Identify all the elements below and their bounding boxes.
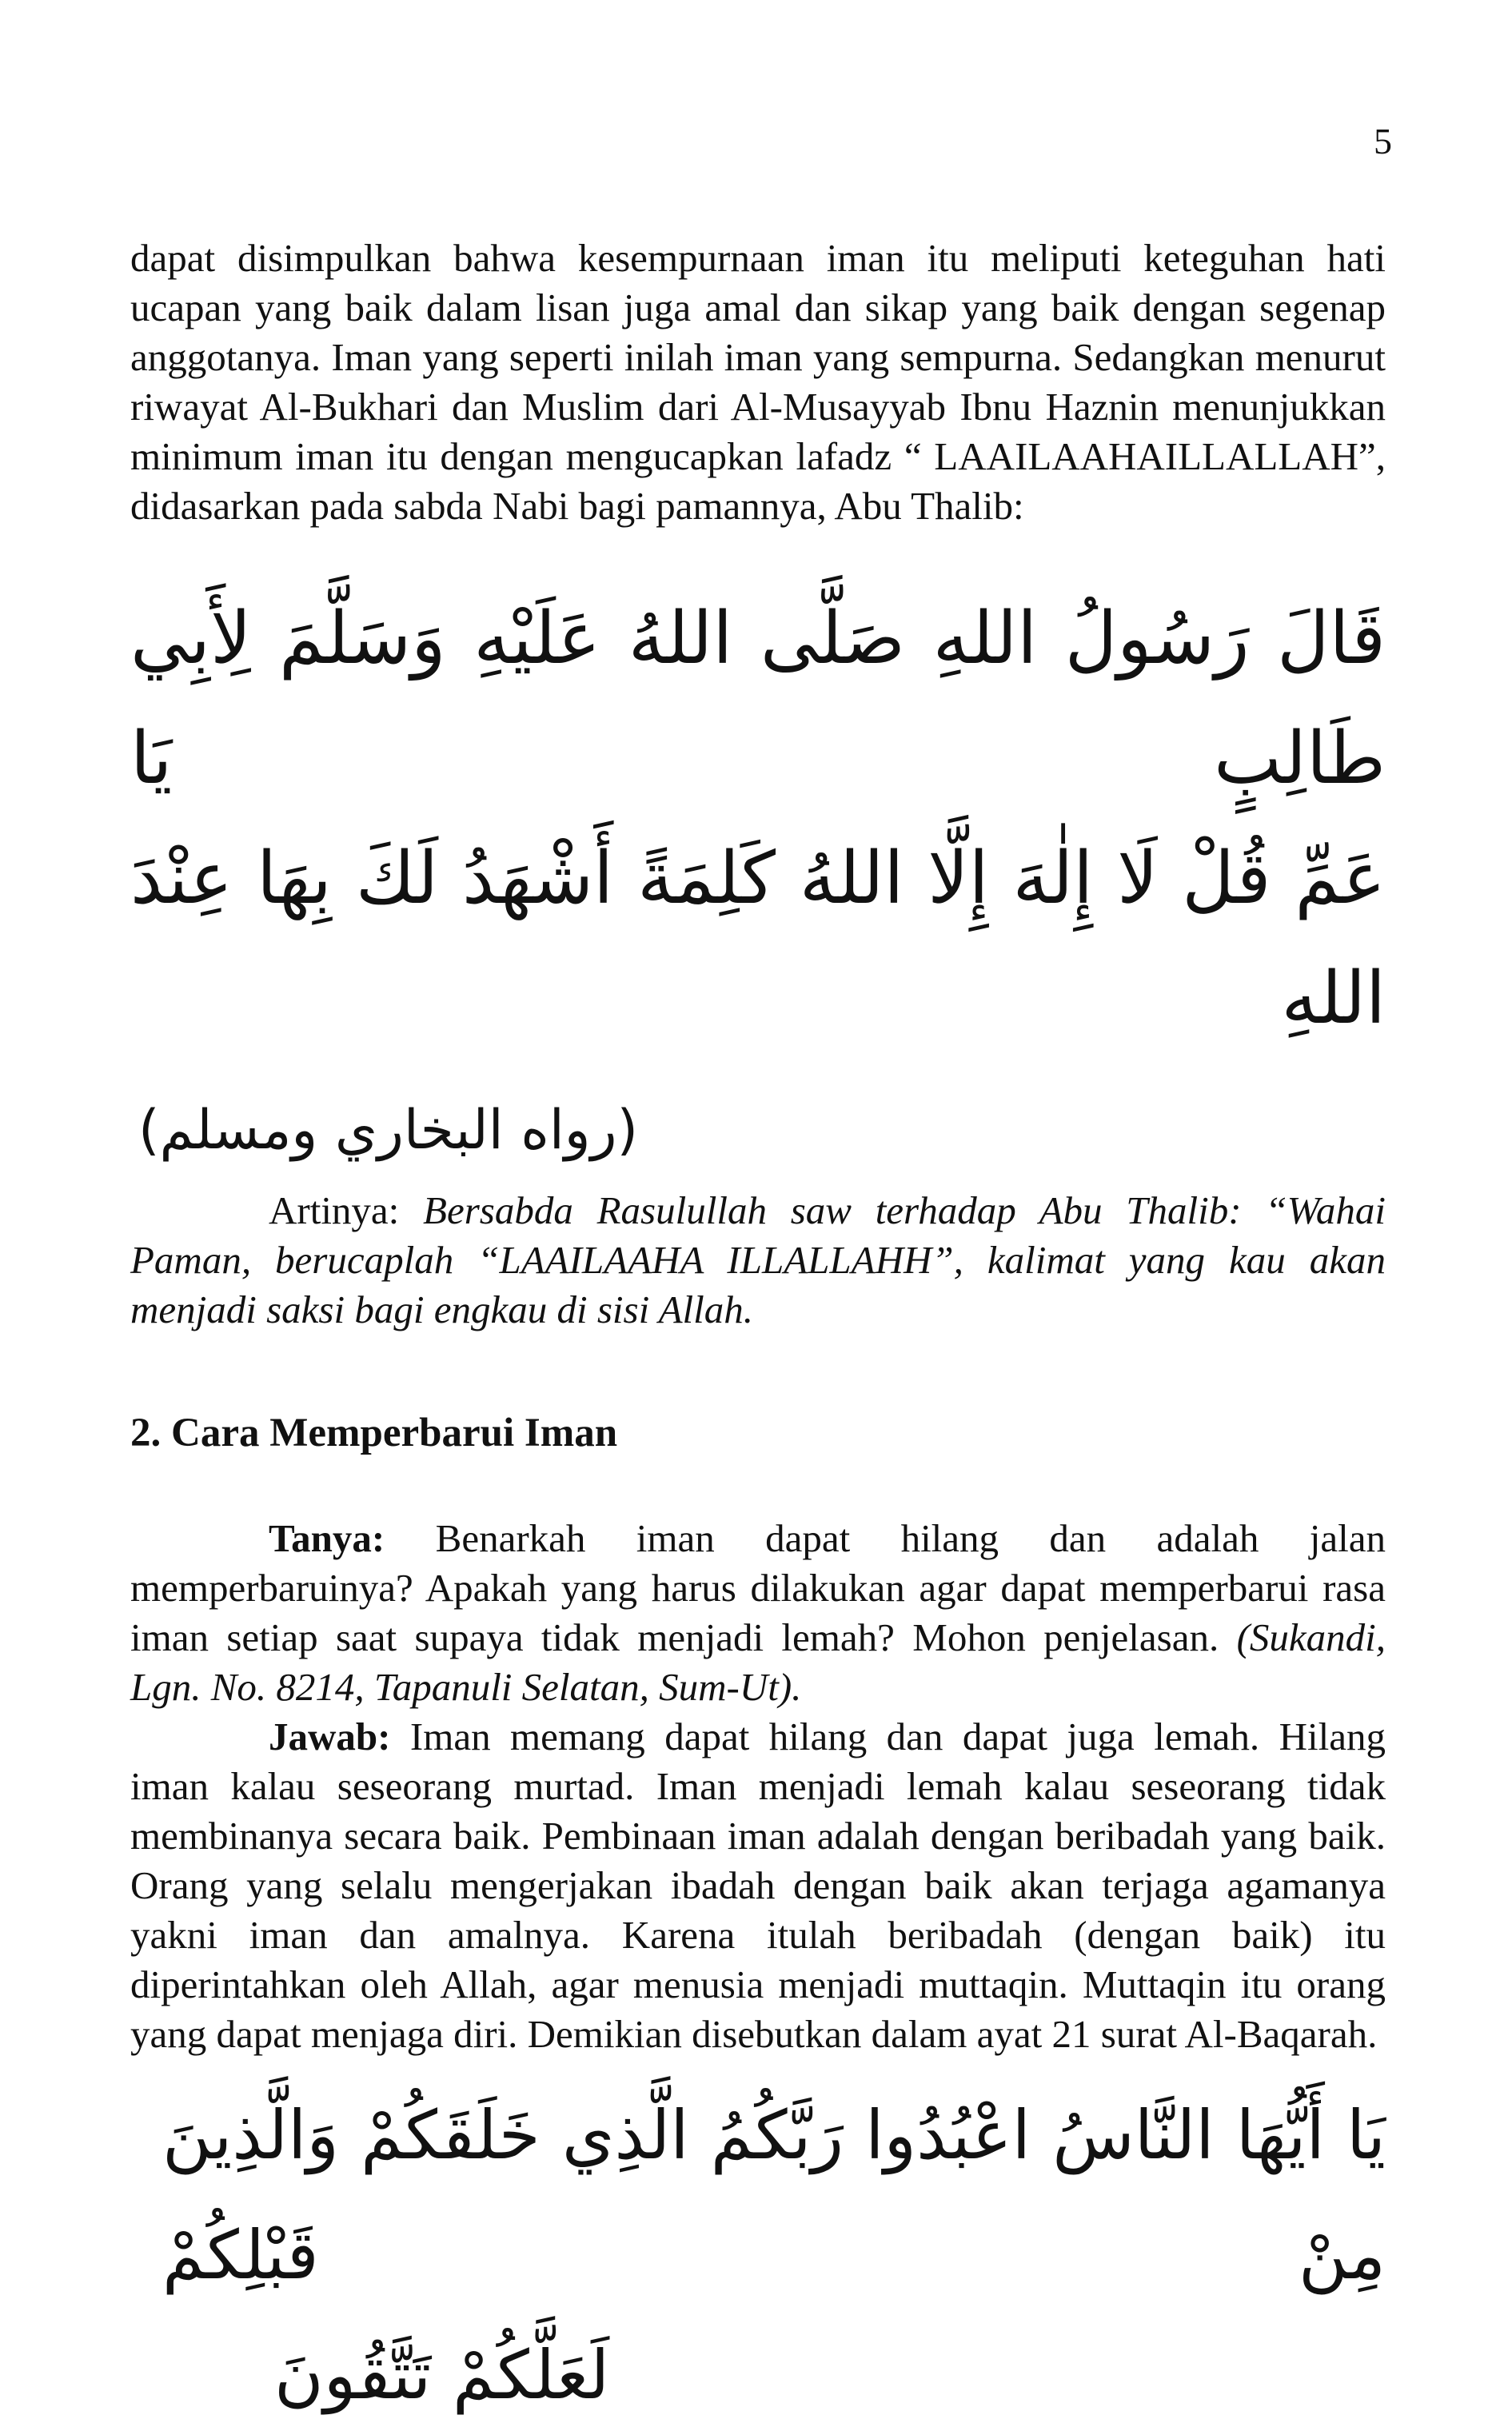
question-source: (Sukandi, Lgn. No. 8214, Tapanuli Selatan, Sum-Ut).	[130, 1615, 1386, 1709]
question-paragraph	[130, 1514, 1386, 1712]
page-number: 5	[1374, 121, 1392, 162]
hadith-narration: (رواه البخاري ومسلم)	[138, 1099, 638, 1162]
answer-paragraph	[130, 1712, 1386, 2059]
section-heading: 2. Cara Memperbarui Iman	[130, 1411, 618, 1455]
question-text: Benarkah iman dapat hilang dan adalah jalan memperbaruinya? Apakah yang harus dilakukan agar dapat memperbarui rasa iman setiap saat supaya tidak menjadi lemah? Mohon penjelasan.	[130, 1516, 1386, 1659]
arabic-verse-line-1: يَا أَيُّهَا النَّاسُ اعْبُدُوا رَبَّكُمُ الَّذِي خَلَقَكُمْ وَالَّذِينَ مِنْ قَبْلِكُمْ	[162, 2096, 1386, 2294]
arabic-hadith-line-2: عَمِّ قُلْ لَا إِلٰهَ إِلَّا اللهُ كَلِمَةً أَشْهَدُ لَكَ بِهَا عِنْدَ اللهِ	[130, 836, 1386, 1040]
answer-text: Iman memang dapat hilang dan dapat juga lemah. Hilang iman kalau seseorang murtad. Iman menjadi lemah kalau seseorang tidak membinanya secara baik. Pembinaan iman adalah dengan beribadah yang baik. Orang yang selalu mengerjakan ibadah dengan baik akan terjaga agamanya yakni iman dan amalnya. Karena itulah beribadah (dengan baik) itu diperintahkan oleh Allah, agar menusia menjadi muttaqin. Muttaqin itu orang yang dapat menjaga diri. Demikian disebutkan dalam ayat 21 surat Al-Baqarah.	[130, 1714, 1386, 2056]
arabic-hadith	[130, 579, 1386, 1059]
page-content	[130, 234, 1386, 2435]
translation-label: Artinya:	[269, 1188, 424, 1232]
question-label: Tanya:	[269, 1516, 385, 1560]
paragraph-intro: dapat disimpulkan bahwa kesempurnaan iman itu meliputi keteguhan hati ucapan yang baik dalam lisan juga amal dan sikap yang baik dengan segenap anggotanya. Iman yang seperti inilah iman yang sempurna. Sedangkan menurut riwayat Al-Bukhari dan Muslim dari Al-Musayyab Ibnu Haznin menunjukkan minimum iman itu dengan mengucapkan lafadz “ LAAILAAHAILLALLAH”, didasarkan pada sabda Nabi bagi pamannya, Abu Thalib:	[130, 236, 1386, 528]
arabic-verse-line-2: لَعَلَّكُمْ تَتَّقُونَ	[274, 2336, 610, 2414]
translation-text: Bersabda Rasulullah saw terhadap Abu Thalib: “Wahai Paman, berucaplah “LAAILAAHA ILLALLAHH”, kalimat yang kau akan menjadi saksi bagi engkau di sisi Allah.	[130, 1188, 1386, 1331]
answer-label: Jawab:	[269, 1714, 391, 1758]
arabic-verse	[130, 2075, 1386, 2435]
translation-paragraph	[130, 1186, 1386, 1335]
arabic-hadith-line-1: قَالَ رَسُولُ اللهِ صَلَّى اللهُ عَلَيْهِ وَسَلَّمَ لِأَبِي طَالِبٍ يَا	[130, 597, 1386, 800]
